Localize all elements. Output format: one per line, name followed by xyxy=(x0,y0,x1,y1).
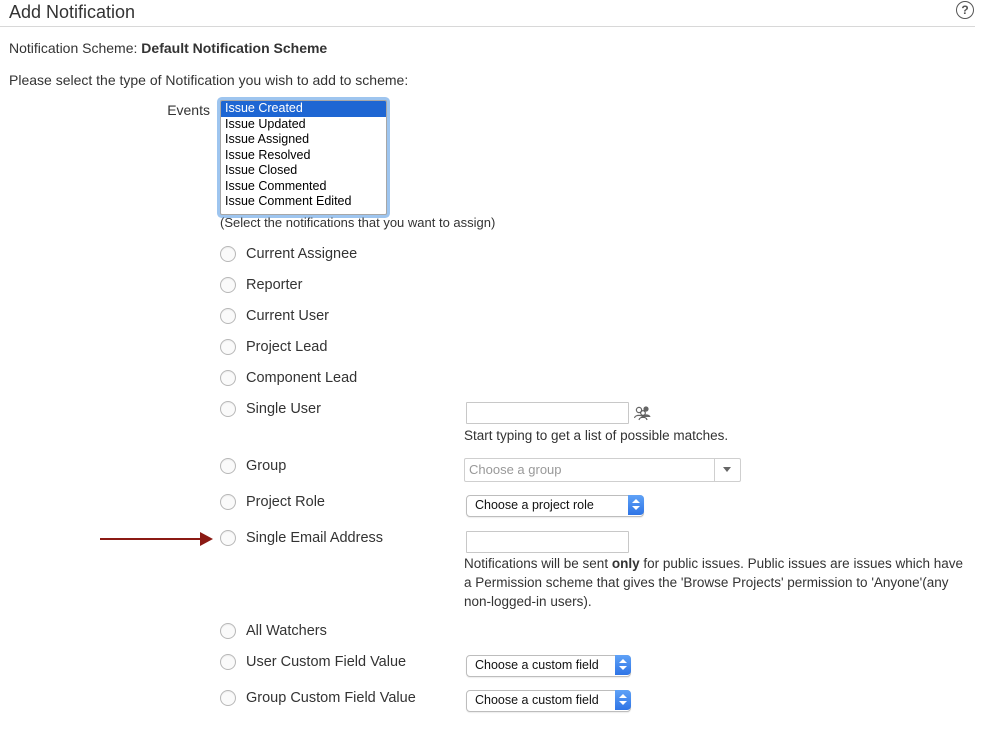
events-listbox[interactable] xyxy=(220,100,387,215)
event-option-issue-closed[interactable]: Issue Closed xyxy=(225,163,298,177)
radio-user-custom-field[interactable] xyxy=(220,654,236,670)
label-reporter: Reporter xyxy=(246,277,303,293)
label-current-assignee: Current Assignee xyxy=(246,246,358,262)
radio-row-user-custom-field[interactable] xyxy=(220,652,406,672)
radio-single-email[interactable] xyxy=(220,530,236,546)
single-user-input[interactable] xyxy=(466,402,629,424)
user-custom-field-select-value: Choose a custom field xyxy=(475,658,599,672)
event-option-issue-comment-edited[interactable]: Issue Comment Edited xyxy=(225,194,352,208)
select-stepper-icon[interactable] xyxy=(615,690,631,710)
radio-row-current-user[interactable] xyxy=(220,306,329,326)
radio-row-single-user[interactable] xyxy=(220,399,321,419)
group-select[interactable] xyxy=(464,458,741,482)
project-role-select[interactable] xyxy=(466,495,644,517)
scheme-name: Default Notification Scheme xyxy=(141,40,328,56)
single-user-hint: Start typing to get a list of possible matches. xyxy=(464,428,729,443)
event-option-issue-created[interactable]: Issue Created xyxy=(221,101,386,117)
radio-row-group[interactable] xyxy=(220,456,286,476)
label-all-watchers: All Watchers xyxy=(246,623,327,639)
help-circle-icon[interactable]: ? xyxy=(956,1,974,19)
select-stepper-icon[interactable] xyxy=(628,495,644,515)
radio-current-assignee[interactable] xyxy=(220,246,236,262)
radio-row-component-lead[interactable] xyxy=(220,368,357,388)
radio-group-custom-field[interactable] xyxy=(220,690,236,706)
project-role-select-value: Choose a project role xyxy=(475,498,594,512)
user-custom-field-select[interactable] xyxy=(466,655,631,677)
radio-row-project-role[interactable] xyxy=(220,492,325,512)
radio-row-project-lead[interactable] xyxy=(220,337,327,357)
group-select-divider xyxy=(714,459,715,481)
label-project-lead: Project Lead xyxy=(246,339,328,355)
page-title: Add Notification xyxy=(9,2,136,22)
group-custom-field-select-value: Choose a custom field xyxy=(475,693,599,707)
chevron-down-icon[interactable] xyxy=(723,467,731,472)
label-group-custom-field: Group Custom Field Value xyxy=(246,690,416,706)
email-note-pre: Notifications will be sent xyxy=(464,556,612,571)
events-hint: (Select the notifications that you want to assign) xyxy=(220,215,496,230)
label-project-role: Project Role xyxy=(246,494,325,510)
radio-row-all-watchers[interactable] xyxy=(220,621,327,641)
radio-row-group-custom-field[interactable] xyxy=(220,688,416,708)
title-divider xyxy=(0,26,975,27)
label-component-lead: Component Lead xyxy=(246,370,358,386)
email-note-post: for public issues. Public issues are issues which have a Permission scheme that gives the 'Browse Projects' permission to 'Anyone'(any non-logged-in users). xyxy=(464,556,963,609)
email-note-bold: only xyxy=(611,556,640,571)
event-option-issue-resolved[interactable]: Issue Resolved xyxy=(225,147,311,162)
radio-current-user[interactable] xyxy=(220,308,236,324)
scheme-label: Notification Scheme: xyxy=(9,40,142,56)
label-current-user: Current User xyxy=(246,308,329,324)
radio-row-single-email[interactable] xyxy=(220,528,383,548)
user-group-picker-icon[interactable] xyxy=(633,405,653,421)
radio-component-lead[interactable] xyxy=(220,370,236,386)
events-label: Events xyxy=(167,102,210,118)
annotation-arrow-line xyxy=(100,538,202,540)
event-option-issue-commented[interactable]: Issue Commented xyxy=(225,178,327,193)
label-group: Group xyxy=(246,458,287,474)
label-single-user: Single User xyxy=(246,401,321,417)
radio-project-role[interactable] xyxy=(220,494,236,510)
radio-reporter[interactable] xyxy=(220,277,236,293)
event-option-issue-assigned[interactable]: Issue Assigned xyxy=(225,132,310,146)
select-stepper-icon[interactable] xyxy=(615,655,631,675)
email-note xyxy=(464,554,974,611)
notification-scheme-line xyxy=(9,40,327,56)
single-email-input[interactable] xyxy=(466,531,629,553)
label-user-custom-field: User Custom Field Value xyxy=(246,654,407,670)
radio-project-lead[interactable] xyxy=(220,339,236,355)
radio-all-watchers[interactable] xyxy=(220,623,236,639)
group-select-placeholder: Choose a group xyxy=(469,462,562,477)
radio-single-user[interactable] xyxy=(220,401,236,417)
annotation-arrow-icon xyxy=(200,532,213,546)
radio-row-current-assignee[interactable] xyxy=(220,244,357,264)
event-option-issue-updated[interactable]: Issue Updated xyxy=(225,116,306,131)
radio-group[interactable] xyxy=(220,458,236,474)
group-custom-field-select[interactable] xyxy=(466,690,631,712)
radio-row-reporter[interactable] xyxy=(220,275,302,295)
label-single-email: Single Email Address xyxy=(246,530,384,546)
instruction-text: Please select the type of Notification you wish to add to scheme: xyxy=(9,72,409,88)
